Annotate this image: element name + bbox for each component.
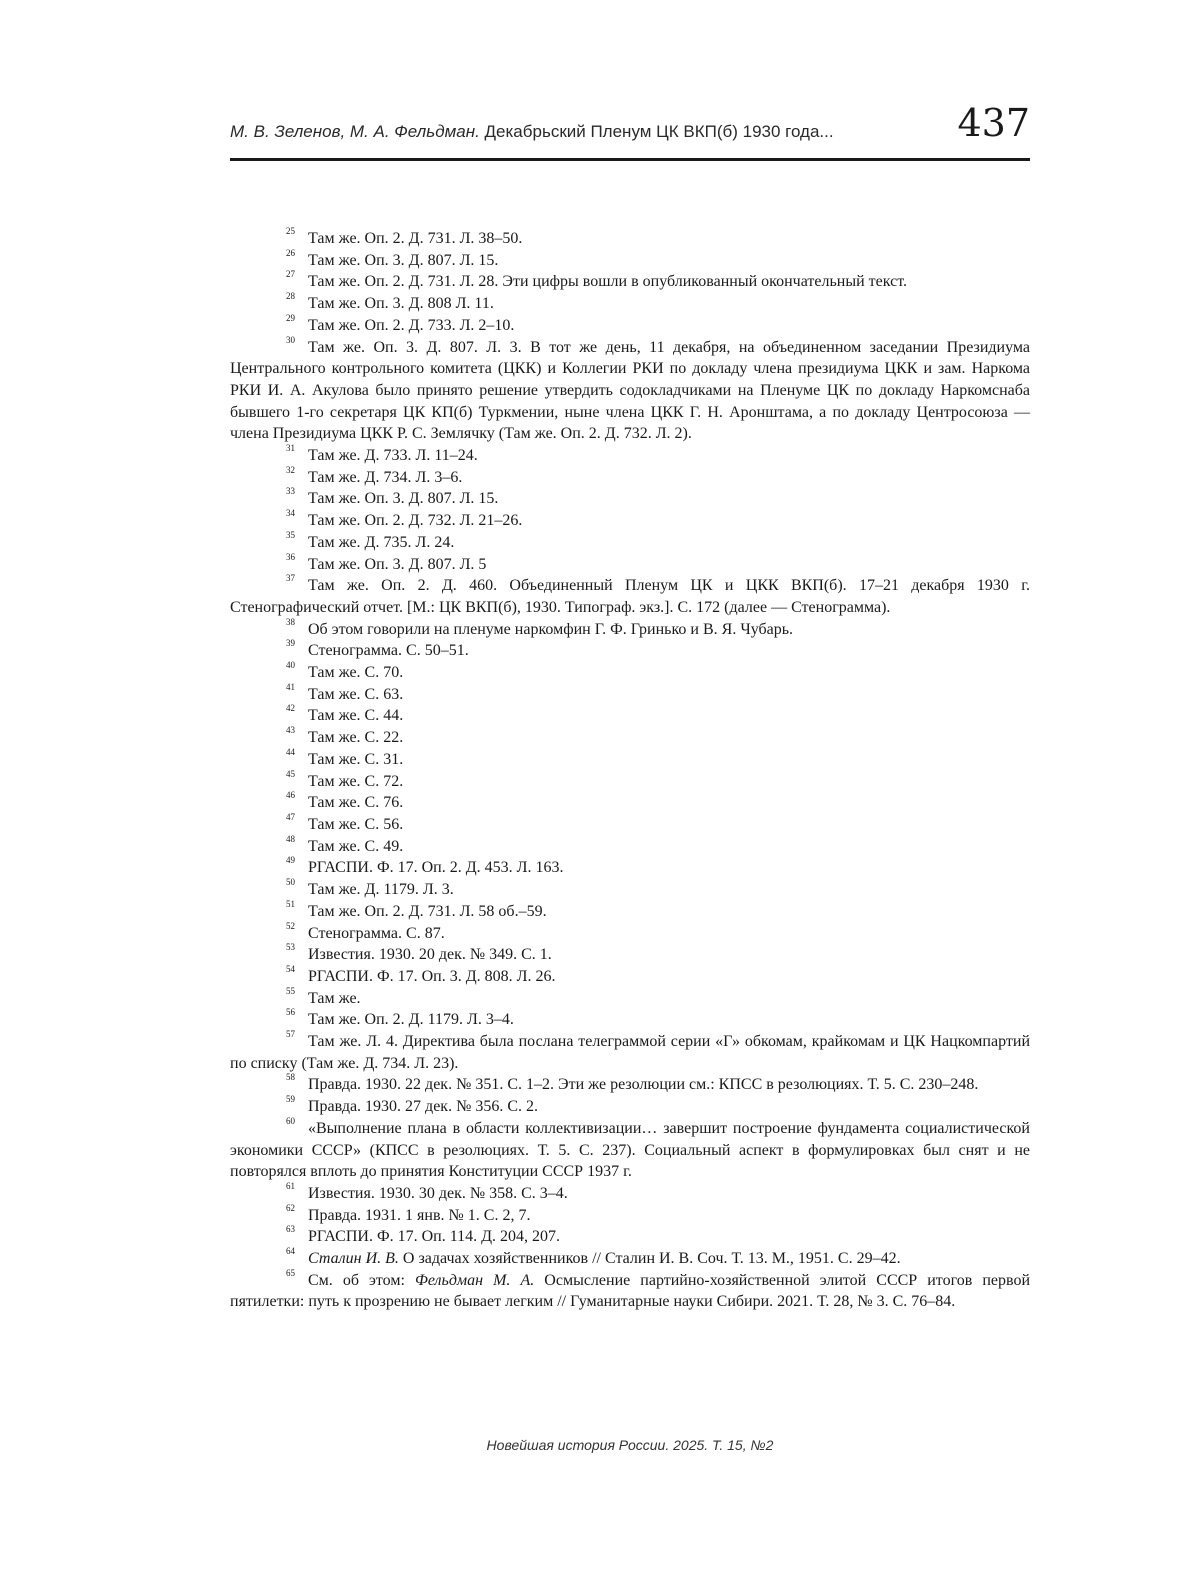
endnote-text: Там же. Оп. 2. Д. 731. Л. 28. Эти цифры вошли в опубликованный окончательный текст. xyxy=(308,273,908,291)
endnote-author: Сталин И. В. xyxy=(308,1250,399,1268)
endnote-number: 27 xyxy=(286,269,295,280)
endnote-32 xyxy=(230,464,1030,489)
endnote-27 xyxy=(230,271,1030,293)
endnote-text: Там же. Оп. 3. Д. 807. Л. 5 xyxy=(308,555,487,573)
endnote-number: 48 xyxy=(286,833,295,844)
endnote-57 xyxy=(230,1031,1030,1074)
endnote-number: 28 xyxy=(286,291,295,302)
endnote-25 xyxy=(230,228,1030,250)
endnotes-list xyxy=(230,228,1030,1313)
endnote-text: Там же. Оп. 3. Д. 807. Л. 3. В тот же день, 11 декабря, на объединенном заседании Президиума Центрального контрольного комитета (ЦКК) и Коллегии РКИ по докладу члена президиума ЦКК и зам. Наркома РКИ И. А. Акулова было принято решение утвердить содокладчиками на Пленуме ЦК по докладу Наркомснаба бывшего 1-го секретаря ЦК КП(б) Туркмении, ныне члена ЦКК Г. Н. Аронштама, а по докладу Центросоюза — члена Президиума ЦКК Р. С. Землячку (Там же. Оп. 2. Д. 732. Л. 2). xyxy=(230,338,1030,443)
endnote-number: 57 xyxy=(286,1029,295,1040)
endnote-text: Там же. Оп. 2. Д. 733. Л. 2–10. xyxy=(308,316,515,334)
endnote-number: 62 xyxy=(286,1202,295,1213)
endnote-31 xyxy=(230,445,1030,467)
endnote-text: Там же. Д. 735. Л. 24. xyxy=(308,533,455,551)
running-header xyxy=(230,101,1030,161)
header-title: Декабрьский Пленум ЦК ВКП(б) 1930 года... xyxy=(484,122,834,141)
endnote-number: 35 xyxy=(286,529,295,540)
endnote-text: Там же. Д. 733. Л. 11–24. xyxy=(308,447,478,465)
endnote-26 xyxy=(230,247,1030,272)
header-authors: М. В. Зеленов, М. А. Фельдман. xyxy=(230,122,480,141)
journal-footer: Новейшая история России. 2025. Т. 15, №2 xyxy=(486,1437,774,1453)
endnote-43 xyxy=(230,727,1030,749)
endnote-35 xyxy=(230,529,1030,554)
endnote-number: 41 xyxy=(286,681,295,692)
endnote-number: 63 xyxy=(286,1224,295,1235)
endnote-number: 31 xyxy=(286,443,295,454)
endnote-text: Там же. Оп. 3. Д. 807. Л. 15. xyxy=(308,251,499,269)
endnote-number: 42 xyxy=(286,703,295,714)
endnote-number: 25 xyxy=(286,226,295,236)
endnote-text: Стенограмма. С. 50–51. xyxy=(308,642,469,660)
endnote-text: РГАСПИ. Ф. 17. Оп. 3. Д. 808. Л. 26. xyxy=(308,967,556,985)
endnote-39 xyxy=(230,640,1030,662)
endnote-text: Там же. С. 49. xyxy=(308,837,404,855)
endnote-text: Там же. xyxy=(308,989,361,1007)
endnote-45 xyxy=(230,768,1030,793)
endnote-number: 38 xyxy=(286,616,295,627)
endnote-number: 52 xyxy=(286,920,295,931)
endnote-44 xyxy=(230,746,1030,771)
endnote-53 xyxy=(230,944,1030,966)
endnote-46 xyxy=(230,792,1030,814)
endnote-text: Известия. 1930. 30 дек. № 358. С. 3–4. xyxy=(308,1184,568,1202)
endnote-prefix: См. об этом: xyxy=(308,1271,415,1289)
endnote-text: Там же. Оп. 2. Д. 731. Л. 38–50. xyxy=(308,230,523,247)
endnote-text: Там же. Оп. 2. Д. 460. Объединенный Пленум ЦК и ЦКК ВКП(б). 17–21 декабря 1930 г. Стенографический отчет. [М.: ЦК ВКП(б), 1930. Типограф. экз.]. С. 172 (далее — Стенограмма). xyxy=(230,577,1030,616)
endnote-text: Там же. Оп. 3. Д. 807. Л. 15. xyxy=(308,490,499,508)
endnote-65 xyxy=(230,1267,1031,1313)
endnote-text: Там же. Оп. 2. Д. 732. Л. 21–26. xyxy=(308,512,523,530)
endnote-number: 64 xyxy=(286,1246,295,1257)
endnote-number: 39 xyxy=(286,638,295,649)
endnote-58 xyxy=(230,1074,1030,1096)
endnote-number: 59 xyxy=(286,1094,295,1105)
endnote-text: Правда. 1931. 1 янв. № 1. С. 2, 7. xyxy=(308,1206,531,1224)
endnote-text: Там же. С. 63. xyxy=(308,685,404,703)
endnote-number: 30 xyxy=(286,334,295,345)
endnote-62 xyxy=(230,1202,1030,1227)
endnote-51 xyxy=(230,898,1030,923)
endnote-28 xyxy=(230,293,1030,315)
endnote-64 xyxy=(230,1248,1030,1270)
endnote-number: 51 xyxy=(286,898,295,909)
endnote-number: 55 xyxy=(286,985,295,996)
endnote-text: О задачах хозяйственников // Сталин И. В. Соч. Т. 13. М., 1951. С. 29–42. xyxy=(398,1250,901,1268)
endnote-number: 56 xyxy=(286,1007,295,1018)
endnote-63 xyxy=(230,1226,1030,1248)
endnote-number: 37 xyxy=(286,573,295,584)
endnote-49 xyxy=(230,857,1030,879)
endnote-number: 44 xyxy=(286,746,295,757)
endnote-number: 43 xyxy=(286,725,295,736)
endnote-number: 58 xyxy=(286,1072,295,1083)
endnote-text: Там же. Оп. 2. Д. 731. Л. 58 об.–59. xyxy=(308,902,547,920)
endnote-38 xyxy=(230,616,1030,641)
endnote-61 xyxy=(230,1180,1030,1205)
endnote-number: 65 xyxy=(286,1267,295,1278)
endnote-37 xyxy=(230,575,1030,618)
endnote-36 xyxy=(230,551,1030,576)
endnote-text: Там же. Оп. 2. Д. 1179. Л. 3–4. xyxy=(308,1011,514,1029)
endnote-number: 54 xyxy=(286,963,295,974)
endnote-text: Там же. С. 44. xyxy=(308,707,404,725)
endnote-54 xyxy=(230,963,1030,988)
endnote-number: 47 xyxy=(286,811,295,822)
endnote-number: 46 xyxy=(286,790,295,801)
endnote-number: 29 xyxy=(286,312,295,323)
endnote-47 xyxy=(230,811,1030,836)
endnote-text: РГАСПИ. Ф. 17. Оп. 2. Д. 453. Л. 163. xyxy=(308,859,564,877)
endnote-number: 53 xyxy=(286,942,295,953)
endnote-52 xyxy=(230,920,1030,945)
endnote-number: 50 xyxy=(286,877,295,888)
endnote-34 xyxy=(230,510,1030,532)
endnote-number: 60 xyxy=(286,1115,295,1126)
endnote-number: 61 xyxy=(286,1180,295,1191)
endnote-text: Там же. С. 56. xyxy=(308,815,404,833)
endnote-60 xyxy=(230,1115,1030,1183)
endnote-text: Там же. Д. 1179. Л. 3. xyxy=(308,881,454,899)
endnote-number: 33 xyxy=(286,486,295,497)
running-head xyxy=(230,122,834,142)
endnote-59 xyxy=(230,1096,1030,1118)
endnote-number: 34 xyxy=(286,508,295,519)
endnote-author: Фельдман М. А. xyxy=(414,1271,535,1289)
endnote-text: Там же. С. 22. xyxy=(308,729,404,747)
endnote-number: 40 xyxy=(286,660,295,671)
endnote-number: 26 xyxy=(286,247,295,258)
endnote-55 xyxy=(230,985,1030,1010)
endnote-text: Там же. С. 76. xyxy=(308,794,404,812)
endnote-text: «Выполнение плана в области коллективизации… завершит построение фундамента социалистической экономики СССР» (КПСС в резолюциях. Т. 5. С. 237). Социальный аспект в формулировках был снят и не повторялся вплоть до принятия Конституции СССР 1937 г. xyxy=(230,1119,1030,1181)
endnote-30 xyxy=(230,334,1030,446)
endnote-text: Там же. С. 31. xyxy=(308,750,404,768)
endnote-text: Там же. С. 70. xyxy=(308,664,404,682)
page-number: 437 xyxy=(957,101,1030,145)
endnote-text: Там же. Д. 734. Л. 3–6. xyxy=(308,468,463,486)
endnote-number: 45 xyxy=(286,768,295,779)
endnote-text: Правда. 1930. 27 дек. № 356. С. 2. xyxy=(308,1098,539,1116)
endnote-48 xyxy=(230,833,1030,858)
endnote-text: РГАСПИ. Ф. 17. Оп. 114. Д. 204, 207. xyxy=(308,1228,561,1246)
endnote-text: Известия. 1930. 20 дек. № 349. С. 1. xyxy=(308,946,552,964)
endnote-29 xyxy=(230,312,1030,337)
endnote-text: Там же. С. 72. xyxy=(308,772,404,790)
endnote-number: 32 xyxy=(286,464,295,475)
endnote-56 xyxy=(230,1009,1030,1031)
endnote-42 xyxy=(230,705,1030,727)
endnote-text: Об этом говорили на пленуме наркомфин Г. Ф. Гринько и В. Я. Чубарь. xyxy=(308,620,794,638)
endnote-50 xyxy=(230,879,1030,901)
endnote-text: Правда. 1930. 22 дек. № 351. С. 1–2. Эти же резолюции см.: КПСС в резолюциях. Т. 5. С. 230–248. xyxy=(308,1076,979,1094)
endnote-41 xyxy=(230,681,1030,706)
endnote-40 xyxy=(230,662,1030,684)
endnote-number: 49 xyxy=(286,855,295,866)
endnote-text: Стенограмма. С. 87. xyxy=(308,924,445,942)
endnote-text: Осмысление партийно-хозяйственной элитой СССР итогов первой пятилетки: путь к прозрению не бывает легким // Гуманитарные науки Сибири. 2021. Т. 28, № 3. С. 76–84. xyxy=(230,1271,1031,1311)
endnote-33 xyxy=(230,488,1030,510)
endnote-text: Там же. Л. 4. Директива была послана телеграммой серии «Г» обкомам, крайкомам и ЦК Нацкомпартий по списку (Там же. Д. 734. Л. 23). xyxy=(230,1033,1030,1072)
endnote-number: 36 xyxy=(286,551,295,562)
endnote-text: Там же. Оп. 3. Д. 808 Л. 11. xyxy=(308,295,494,313)
